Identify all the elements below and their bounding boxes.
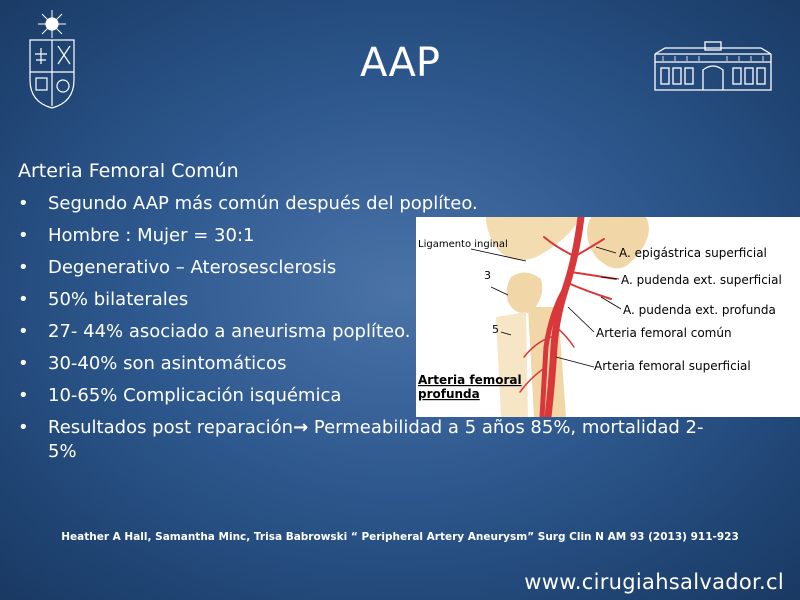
- label-profunda-line2: profunda: [418, 387, 480, 401]
- bullet-text: 30-40% son asintomáticos: [48, 353, 287, 374]
- label-pudenda-superficial: A. pudenda ext. superficial: [621, 273, 782, 287]
- label-femoral-superficial: Arteria femoral superficial: [594, 359, 751, 373]
- bullet-dot: •: [18, 225, 29, 246]
- label-profunda-line1: Arteria femoral: [418, 373, 522, 387]
- bullet-dot: •: [18, 385, 29, 406]
- bullet-dot: •: [18, 257, 29, 278]
- label-epigastrica: A. epigástrica superficial: [619, 246, 767, 260]
- label-num-5: 5: [492, 323, 499, 336]
- bullet-text: Hombre : Mujer = 30:1: [48, 225, 255, 246]
- bullet-dot: •: [18, 417, 29, 438]
- bullet-dot: •: [18, 193, 29, 214]
- website-url: www.cirugiahsalvador.cl: [524, 570, 784, 594]
- bullet-dot: •: [18, 289, 29, 310]
- citation: Heather A Hall, Samantha Minc, Trisa Babrowski “ Peripheral Artery Aneurysm” Surg Clin N AM 93 (2013) 911-923: [61, 531, 739, 543]
- bullet-dot: •: [18, 353, 29, 374]
- section-subtitle: Arteria Femoral Común: [18, 160, 239, 182]
- bullet-text: 50% bilaterales: [48, 289, 189, 310]
- slide-title: AAP: [360, 40, 440, 86]
- label-femoral-comun: Arteria femoral común: [596, 326, 732, 340]
- bullet-dot: •: [18, 321, 29, 342]
- bullet-text-results: Resultados post reparación: [48, 417, 294, 438]
- label-num-3: 3: [484, 269, 491, 282]
- bullet-item: [18, 192, 718, 216]
- anatomy-figure: [416, 217, 800, 417]
- label-pudenda-profunda: A. pudenda ext. profunda: [623, 303, 776, 317]
- thigh-muscle-shape: [496, 312, 528, 417]
- bullet-text-results-detail: Permeabilidad a 5 años 85%, mortalidad 2-5%: [48, 417, 704, 462]
- label-ligamento: Ligamento inginal: [418, 239, 508, 250]
- bullet-item: [18, 416, 718, 464]
- arrow-right-icon: →: [293, 417, 309, 438]
- bullet-text: Segundo AAP más común después del poplíteo.: [48, 193, 478, 214]
- bullet-text: Degenerativo – Aterosesclerosis: [48, 257, 337, 278]
- bullet-text: 27- 44% asociado a aneurisma poplíteo.: [48, 321, 411, 342]
- femoral-artery-diagram: [416, 217, 800, 417]
- bullet-text: 10-65% Complicación isquémica: [48, 385, 342, 406]
